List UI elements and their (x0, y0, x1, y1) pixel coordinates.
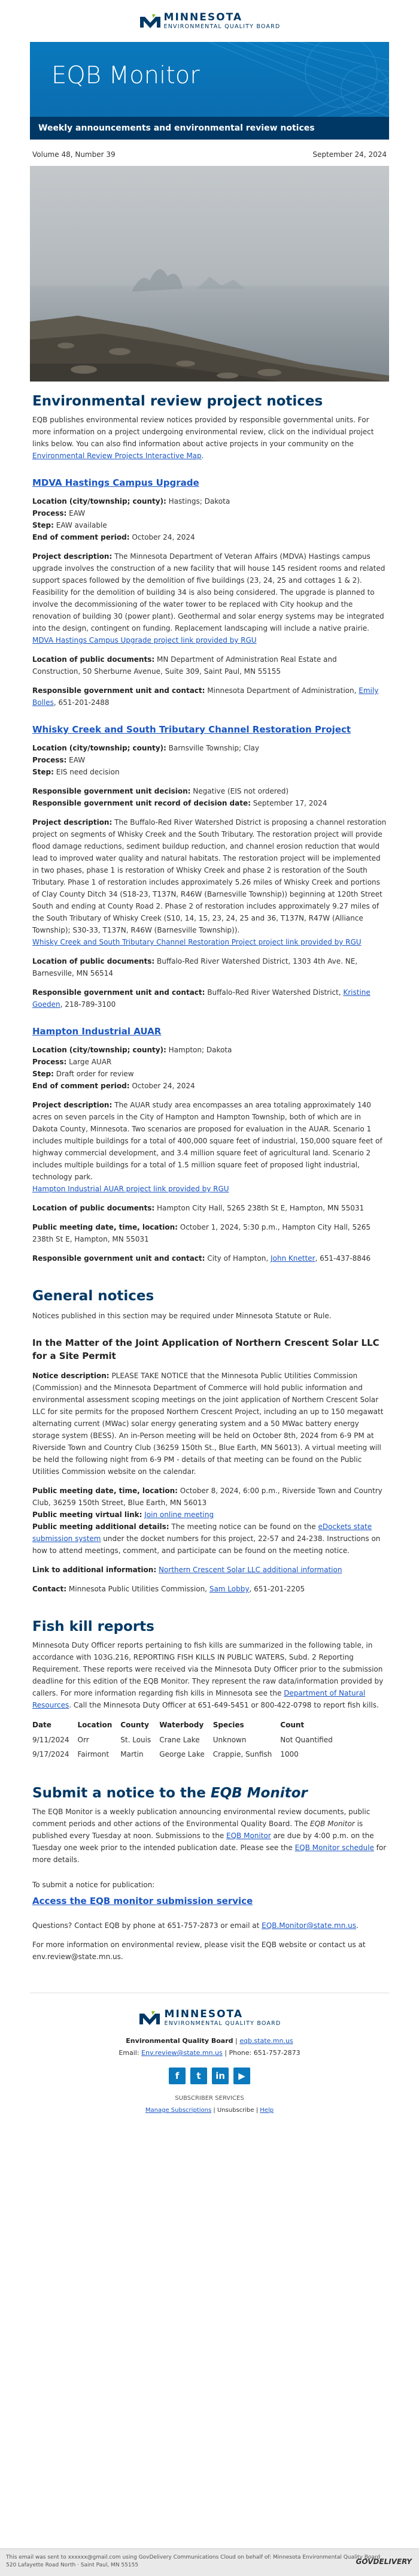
schedule-link[interactable]: EQB Monitor schedule (294, 1844, 374, 1852)
volume: Volume 48, Number 39 (32, 150, 116, 159)
column-header: Waterbody (159, 1721, 204, 1729)
column-header: Species (212, 1721, 244, 1729)
interactive-map-link[interactable]: Environmental Review Projects Interactive Map (32, 452, 202, 460)
lakeshore-photo-icon (30, 166, 389, 382)
table-cell: George Lake (159, 1750, 205, 1758)
project-rgu-link[interactable]: Hampton Industrial AUAR project link provided by RGU (32, 1185, 229, 1193)
table-cell: St. Louis (120, 1736, 151, 1744)
contact-name-link[interactable]: Sam Lobby (209, 1585, 250, 1593)
footer-contact: Email: Env.review@state.mn.us | Phone: 651-757-2873 (119, 2049, 300, 2057)
general-notices-heading: General notices (32, 1288, 154, 1304)
more-info-text: For more information on environmental review, please visit the EQB website or contact us at env.review@state.mn.us. (32, 1941, 366, 1961)
submission-service-link[interactable]: Access the EQB monitor submission service (32, 1896, 253, 1906)
logo-line1: MINNESOTA (163, 11, 242, 23)
banner (30, 42, 389, 117)
contact-name-link[interactable]: John Knetter (270, 1254, 315, 1263)
footer-org: Environmental Quality Board | eqb.state.mn.us (126, 2037, 293, 2045)
govdelivery-bar (0, 2548, 419, 2576)
issue-meta (30, 140, 389, 162)
submit-heading: Submit a notice to the EQB Monitor (32, 1785, 308, 1801)
banner-title: EQB Monitor (51, 62, 200, 89)
notice-description: PLEASE TAKE NOTICE that the Minnesota Public Utilities Commission (Commission) and the Minnesota Department of Commerce will hold public information and environmental assessment scoping meetings on the joint application of Northern Crescent Solar LLC for site permits for the proposed Northern Crescent Project, including an up to 150 megawatt alternating current (MWac) solar energy generating system and a 50 MWac battery energy storage system (BESS). An in-Person meeting will be held on October 8th, 2024 from 6-9 PM at Riverside Town and Country Club (36259 150th St., Blue Earth, MN 56013). A virtual meeting will be held the following night from 6-9 PM - details of that meeting can be found on the Public Utilities Commission website on the calendar. (32, 1372, 384, 1476)
column-header: County (120, 1721, 149, 1729)
subscriber-services: SUBSCRIBER SERVICES (175, 2095, 244, 2102)
submit-description: The EQB Monitor is a weekly publication announcing environmental review documents, public comment periods and other actions of the Environmental Quality Board. The EQB Monitor is published every Tuesday at noon. Submissions to the EQB Monitor are due by 4:00 p.m. on the Tuesday one week prior to the intended publication date. Please see the EQB Monitor schedule for more details. (32, 1808, 387, 1864)
logo-line2: ENVIRONMENTAL QUALITY BOARD (163, 23, 281, 30)
table-cell: Orr (77, 1736, 89, 1744)
linkedin-icon[interactable]: in (212, 2068, 229, 2084)
contact-name-link[interactable]: Emily Bolles (32, 686, 379, 707)
general-notice-card: In the Matter of the Joint Application of Northern Crescent Solar LLC for a Site Permit Notice description: PLEASE TAKE NOTICE that the Minnesota Public Utilities Commission (Commission) and the Minnesota Department of Commerce will hold public information and environmental assessment scoping meetings on the joint application of Northern Crescent Solar LLC for site permits for the proposed Northern Crescent Project, including an up to 150 megawatt alternating current (MWac) solar energy generating system and a 50 MWac battery energy storage system (BESS). An in-Person meeting will be held on October 8th, 2024 from 6-9 PM at Riverside Town and Country Club (36259 150th St., Blue Earth, MN 56013). A virtual meeting will be held the following night from 6-9 PM - details of that meeting can be found on the Public Utilities Commission website on the calendar. Public meeting date, time, location: October 8, 2024, 6:00 p.m., Riverside Town and Country Club, 36259 150th Street, Blue Earth, MN 56013 Public meeting virtual link: Join online meeting Public meeting additional details: The meeting notice can be found on the eDockets state submission system under the docket numbers for this project, 22-57 and 24-238. Instructions on how to attend meetings, comment, and participate can be found on the meeting notice. Link to additional information: Northern Crescent Solar LLC additional information Contact: Minnesota Public Utilities Commission, Sam Lobby, 651-201-2205 (32, 1336, 387, 1595)
virtual-meeting-link[interactable]: Join online meeting (144, 1511, 214, 1519)
notice-title: In the Matter of the Joint Application of Northern Crescent Solar LLC for a Site Permit (32, 1337, 379, 1361)
footer-logo: MINNESOTA ENVIRONMENTAL QUALITY BOARD (30, 2009, 389, 2027)
table-cell: 1000 (280, 1750, 299, 1758)
column-header: Location (77, 1721, 113, 1729)
footer-email-link[interactable]: Env.review@state.mn.us (141, 2049, 223, 2057)
table-cell: Crappie, Sunfish (212, 1750, 272, 1758)
unsubscribe-link[interactable]: Unsubscribe (217, 2107, 254, 2114)
additional-info-link[interactable]: Northern Crescent Solar LLC additional information (158, 1566, 342, 1574)
subtitle-bar: Weekly announcements and environmental review notices (30, 117, 389, 140)
project-title-link[interactable]: MDVA Hastings Campus Upgrade (32, 477, 199, 488)
govdelivery-logo: GOVDELIVERY (356, 2557, 412, 2566)
fish-kill-table (32, 1717, 341, 1761)
project-card: Whisky Creek and South Tributary Channel Restoration Project Location (city/township; county): Barnsville Township; Clay Process: EAW Step: EIS need decision Responsible government unit decision: Negative (EIS not ordered) Responsible government unit record of decision date: September 17, 2024 Project description: The Buffalo-Red River Watershed District is proposing a channel restoration project on segments of Whisky Creek and the South Tributary. The restoration project will provide flood damage reductions, sediment buildup reduction, and channel erosion reduction that would lead to improved water quality and natural habitats. The restoration project will be implemented in two phases, phase 1 is restoration of Whisky Creek and phase 2 is restoration of the South Tributary. Phase 1 of restoration includes approximately 5.26 miles of Whisky Creek and portions of Clay County Ditch 34 (S18-23, T137N, R46W (Barnesville Township)) beginning at 120th Street South and ending at County Road 2. Phase 2 of restoration includes approximately 9.27 miles of the South Tributary of Whisky Creek (S10, 14, 15, 23, 24, 25 and 36, T137N, R47W (Alliance Township); S30-33, T137N, R46W (Barnesville Township)). Whisky Creek and South Tributary Channel Restoration Project project link provided by RGU Location of public documents: Buffalo-Red River Watershed District, 1303 4th Ave. NE, Barnesville, MN 56514 Responsible government unit and contact: Buffalo-Red River Watershed District, Kristine Goeden, 218-789-3100 (32, 724, 387, 1009)
table-row (32, 1747, 341, 1761)
table-header-row (32, 1717, 341, 1733)
env-review-intro: EQB publishes environmental review notices provided by responsible governmental units. For more information on a project undergoing environmental review, click on the individual project links below. You can also find information about active projects in your community on the Environmental Review Projects Interactive Map. (32, 416, 374, 460)
table-row (32, 1733, 341, 1747)
sent-to-text: This email was sent to xxxxxx@gmail.com using GovDelivery Communications Cloud on behalf of: Minnesota Environmental Quality Board (6, 2554, 381, 2560)
project-rgu-link[interactable]: MDVA Hastings Campus Upgrade project link provided by RGU (32, 636, 257, 644)
table-cell: Crane Lake (159, 1736, 200, 1744)
table-cell: 9/11/2024 (32, 1736, 69, 1744)
project-title-link[interactable]: Hampton Industrial AUAR (32, 1026, 162, 1037)
project-card: MDVA Hastings Campus Upgrade Location (city/township; county): Hastings; Dakota Process: EAW Step: EAW available End of comment period: October 24, 2024 Project description: The Minnesota Department of Veteran Affairs (MDVA) Hastings campus upgrade involves the construction of a new facility that will house 145 resident rooms and related support spaces followed by the demolition of five buildings (23, 24, 25 and cottages 1 & 2). Feasibility for the demolition of building 34 is also being considered. The upgrade is planned to involve the decommissioning of the water tower to be replaced with City hookup and the renovation of building 30 (power plant). Geothermal and solar energy systems may be integrated into the design, contingent on funding. Replacement landscaping will include a native prairie. MDVA Hastings Campus Upgrade project link provided by RGU Location of public documents: MN Department of Administration Real Estate and Construction, 50 Sherburne Avenue, Suite 309, Saint Paul, MN 55155 Responsible government unit and contact: Minnesota Department of Administration, Emily Bolles, 651-201-2488 (32, 477, 387, 709)
column-header: Date (32, 1721, 51, 1729)
table-cell: Not Quantified (280, 1736, 333, 1744)
questions-text: Questions? Contact EQB by phone at 651-757-2873 or email at EQB.Monitor@state.mn.us. (32, 1921, 359, 1930)
help-link[interactable]: Help (260, 2107, 274, 2114)
dnr-link[interactable]: Department of Natural Resources (32, 1689, 366, 1709)
minnesota-logo-icon (139, 12, 162, 30)
general-intro: Notices published in this section may be required under Minnesota Statute or Rule. (32, 1312, 332, 1320)
facebook-icon[interactable]: f (169, 2068, 186, 2084)
table-cell: Fairmont (77, 1750, 110, 1758)
project-description: The Buffalo-Red River Watershed District is proposing a channel restoration project on segments of Whisky Creek and the South Tributary. The restoration project will provide flood damage reductions, sediment buildup reduction, and channel erosion reduction that would lead to improved water quality and natural habitats. The restoration project will be implemented in two phases, phase 1 is restoration of Whisky Creek and phase 2 is restoration of the South Tributary. Phase 1 of restoration includes approximately 5.26 miles of Whisky Creek and portions of Clay County Ditch 34 (S18-23, T137N, R46W (Barnesville Township)) beginning at 120th Street South and ending at County Road 2. Phase 2 of restoration includes approximately 9.27 miles of the South Tributary of Whisky Creek (S10, 14, 15, 23, 24, 25 and 36, T137N, R47W (Alliance Township); S30-33, T137N, R46W (Barnesville Township)). (32, 818, 387, 934)
fish-kill-intro: Minnesota Duty Officer reports pertaining to fish kills are summarized in the following table, in accordance with 103G.216, REPORTING FISH KILLS IN PUBLIC WATERS, Subd. 2 Reporting Requirement. These reports were received via the Minnesota Duty Officer prior to the submission deadline for this edition of the EQB Monitor. They represent the raw data/information provided by callers. For more information regarding fish kills in Minnesota see the Department of Natural Resources. Call the Minnesota Duty Officer at 651-649-5451 or 800-422-0798 to report fish kills. (32, 1641, 384, 1709)
footer (30, 1993, 389, 2117)
manage-subscriptions-link[interactable]: Manage Subscriptions (145, 2107, 212, 2114)
subscriber-links: Manage Subscriptions | Unsubscribe | Help (145, 2107, 274, 2114)
table-cell: Unknown (212, 1736, 247, 1744)
issue-date: September 24, 2024 (312, 150, 387, 159)
minnesota-logo-icon (138, 2009, 161, 2027)
fish-kill-heading: Fish kill reports (32, 1619, 154, 1634)
youtube-icon[interactable]: ▶ (233, 2068, 250, 2084)
column-header: Count (280, 1721, 305, 1729)
project-card: Hampton Industrial AUAR Location (city/township; county): Hampton; Dakota Process: Large AUAR Step: Draft order for review End of comment period: October 24, 2024 Project description: The AUAR study area encompasses an area totaling approximately 140 acres on seven parcels in the City of Hampton and Hampton Township, both of which are in Dakota County, Minnesota. Two scenarios are proposed for evaluation in the AUAR. Scenario 1 includes multiple buildings for a total of 400,000 square feet of industrial, 150,000 square feet of highway commercial development, and 3.4 million square feet of agricultural land. Scenario 2 includes multiple buildings for a total of 1.5 million square feet of proposed light industrial, technology park. Hampton Industrial AUAR project link provided by RGU Location of public documents: Hampton City Hall, 5265 238th St E, Hampton, MN 55031 Public meeting date, time, location: October 1, 2024, 5:30 p.m., Hampton City Hall, 5265 238th St E, Hampton, MN 55031 Responsible government unit and contact: City of Hampton, John Knetter, 651-437-8846 (32, 1026, 387, 1264)
project-rgu-link[interactable]: Whisky Creek and South Tributary Channel Restoration Project project link provided by RGU (32, 938, 362, 946)
project-description: The Minnesota Department of Veteran Affairs (MDVA) Hastings campus upgrade involves the construction of a new facility that will house 145 resident rooms and related support spaces followed by the demolition of five buildings (23, 24, 25 and cottages 1 & 2). Feasibility for the demolition of building 34 is also being considered. The upgrade is planned to involve the decommissioning of the water tower to be replaced with City hookup and the renovation of building 30 (power plant). Geothermal and solar energy systems may be integrated into the design, contingent on funding. Replacement landscaping will include a native prairie. (32, 552, 385, 632)
project-description: The AUAR study area encompasses an area totaling approximately 140 acres on seven parcels in the City of Hampton and Hampton Township, both of which are in Dakota County, Minnesota. Two scenarios are proposed for evaluation in the AUAR. Scenario 1 includes multiple buildings for a total of 400,000 square feet of industrial, 150,000 square feet of highway commercial development, and 3.4 million square feet of agricultural land. Scenario 2 includes multiple buildings for a total of 1.5 million square feet of proposed light industrial, technology park. (32, 1101, 382, 1181)
twitter-icon[interactable]: t (190, 2068, 207, 2084)
edockets-link[interactable]: eDockets state submission system (32, 1522, 372, 1543)
address-text: 520 Lafayette Road North · Saint Paul, MN 55155 (6, 2562, 139, 2568)
header-logo (30, 0, 389, 42)
eqb-monitor-link[interactable]: EQB Monitor (226, 1832, 271, 1840)
submit-instructions: To submit a notice for publication: (32, 1881, 155, 1889)
social-links (30, 2068, 389, 2084)
table-cell: 9/17/2024 (32, 1750, 69, 1758)
hero-photo (30, 166, 389, 382)
env-review-heading: Environmental review project notices (32, 393, 323, 409)
project-title-link[interactable]: Whisky Creek and South Tributary Channel Restoration Project (32, 724, 351, 735)
eqb-website-link[interactable]: eqb.state.mn.us (239, 2037, 293, 2045)
monitor-email-link[interactable]: EQB.Monitor@state.mn.us (262, 1921, 357, 1930)
table-cell: Martin (120, 1750, 144, 1758)
contact-name-link[interactable]: Kristine Goeden (32, 988, 371, 1009)
